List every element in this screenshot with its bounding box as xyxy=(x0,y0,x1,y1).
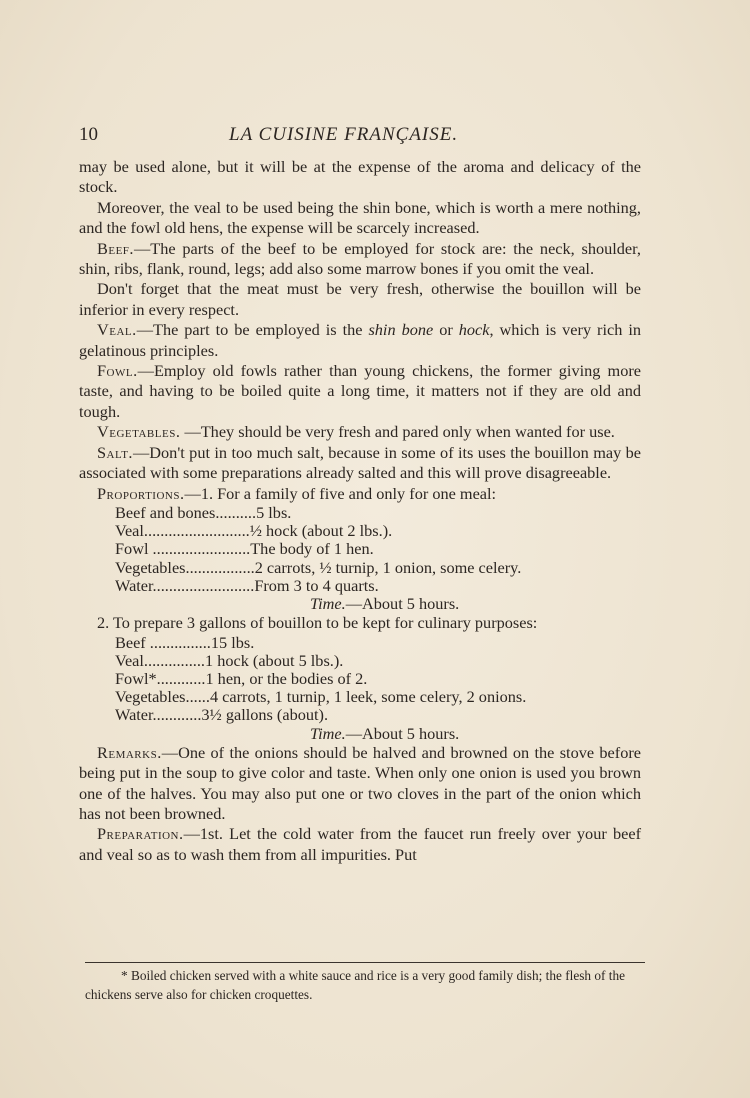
footnote-text: * Boiled chicken served with a white sauce and rice is a very good family dish; the flesh of the chickens serve also for chicken croquettes. xyxy=(85,968,626,1002)
paragraph: 2. To prepare 3 gallons of bouillon to be kept for culinary purposes: xyxy=(97,613,538,633)
paragraph-text: —They should be very fresh and pared only when wanted for use. xyxy=(180,422,615,442)
section-label: Vegetables. xyxy=(97,422,181,442)
list-item: Veal..........................½ hock (about 2 lbs.). xyxy=(115,521,393,541)
paragraph: Moreover, the veal to be used being the shin bone, which is worth a mere nothing, and the fowl old hens, the expense will be scarcely increased. xyxy=(79,197,641,238)
list-item: Beef and bones..........5 lbs. xyxy=(115,502,292,522)
list-item: Veal...............1 hock (about 5 lbs.). xyxy=(115,650,344,670)
list-item: Fowl ........................The body of 1 hen. xyxy=(115,539,374,559)
paragraph-text: —The parts of the beef to be employed for stock are: the neck, shoulder, shin, ribs, flank, round, legs; add also some marrow bones if you omit the veal. xyxy=(79,238,641,279)
paragraph-preparation xyxy=(79,824,641,865)
list-item: Beef ...............15 lbs. xyxy=(115,632,255,652)
proportions-list-2 xyxy=(115,634,641,743)
emphasis: shin bone xyxy=(368,320,434,340)
paragraph-text: , which is very rich in gelatinous principles. xyxy=(79,320,642,360)
time-line xyxy=(310,595,641,613)
list-item: Vegetables......4 carrots, 1 turnip, 1 leek, some celery, 2 onions. xyxy=(115,687,527,707)
section-label: Veal. xyxy=(97,320,137,340)
section-label: Fowl. xyxy=(97,361,138,381)
section-label: Preparation. xyxy=(97,824,184,844)
paragraph-text: —One of the onions should be halved and browned on the stove before being put in the soup to give color and taste. When only one onion is used you brown one of the halves. You may also put one or two cloves in the part of the onion which has not been browned. xyxy=(79,742,641,823)
page-number: 10 xyxy=(79,124,98,145)
time-label: Time. xyxy=(310,723,346,743)
paragraph-text: —Employ old fowls rather than young chickens, the former giving more taste, and having to be boiled quite a long time, it matters not if they are old and tough. xyxy=(79,361,641,421)
paragraph-proportions xyxy=(79,484,641,504)
emphasis: hock xyxy=(458,320,490,340)
footnote-divider xyxy=(85,962,645,963)
section-label: Beef. xyxy=(97,238,134,258)
page-header xyxy=(79,124,641,150)
paragraph: may be used alone, but it will be at the expense of the aroma and delicacy of the stock. xyxy=(79,157,641,197)
paragraph-fowl xyxy=(79,361,641,422)
section-label: Proportions. xyxy=(97,483,185,503)
paragraph-salt xyxy=(79,443,641,484)
paragraph-text: —Don't put in too much salt, because in some of its uses the bouillon may be associated with some preparations already salted and this will prove disagreeable. xyxy=(79,442,641,483)
paragraph-text: or xyxy=(433,320,459,340)
list-item: Vegetables.................2 carrots, ½ turnip, 1 onion, some celery. xyxy=(115,557,522,577)
section-label: Remarks. xyxy=(97,742,162,762)
list-item: Fowl*............1 hen, or the bodies of 2. xyxy=(115,668,368,688)
time-text: —About 5 hours. xyxy=(345,723,460,743)
paragraph-remarks xyxy=(79,743,641,825)
section-label: Salt. xyxy=(97,442,133,462)
footnote xyxy=(85,966,647,1004)
time-label: Time. xyxy=(310,593,346,613)
running-head: LA CUISINE FRANÇAISE. xyxy=(229,124,459,145)
paragraph-vegetables xyxy=(79,422,641,442)
list-item: Water............3½ gallons (about). xyxy=(115,705,329,725)
paragraph: Don't forget that the meat must be very fresh, otherwise the bouillon will be inferior in every respect. xyxy=(79,279,641,319)
time-text: —About 5 hours. xyxy=(345,593,460,613)
paragraph-text: —1. For a family of five and only for one meal: xyxy=(184,483,497,503)
paragraph-veal xyxy=(79,320,641,361)
time-line xyxy=(310,725,641,743)
proportions-list-1 xyxy=(115,504,641,613)
paragraph-text: —The part to be employed is the xyxy=(136,320,369,340)
paragraph-text: —1st. Let the cold water from the faucet run freely over your beef and veal so as to wash them from all impurities. Put xyxy=(79,824,641,864)
list-item: Water.........................From 3 to 4 quarts. xyxy=(115,575,379,595)
page-body xyxy=(79,157,641,865)
paragraph-beef xyxy=(79,239,641,280)
